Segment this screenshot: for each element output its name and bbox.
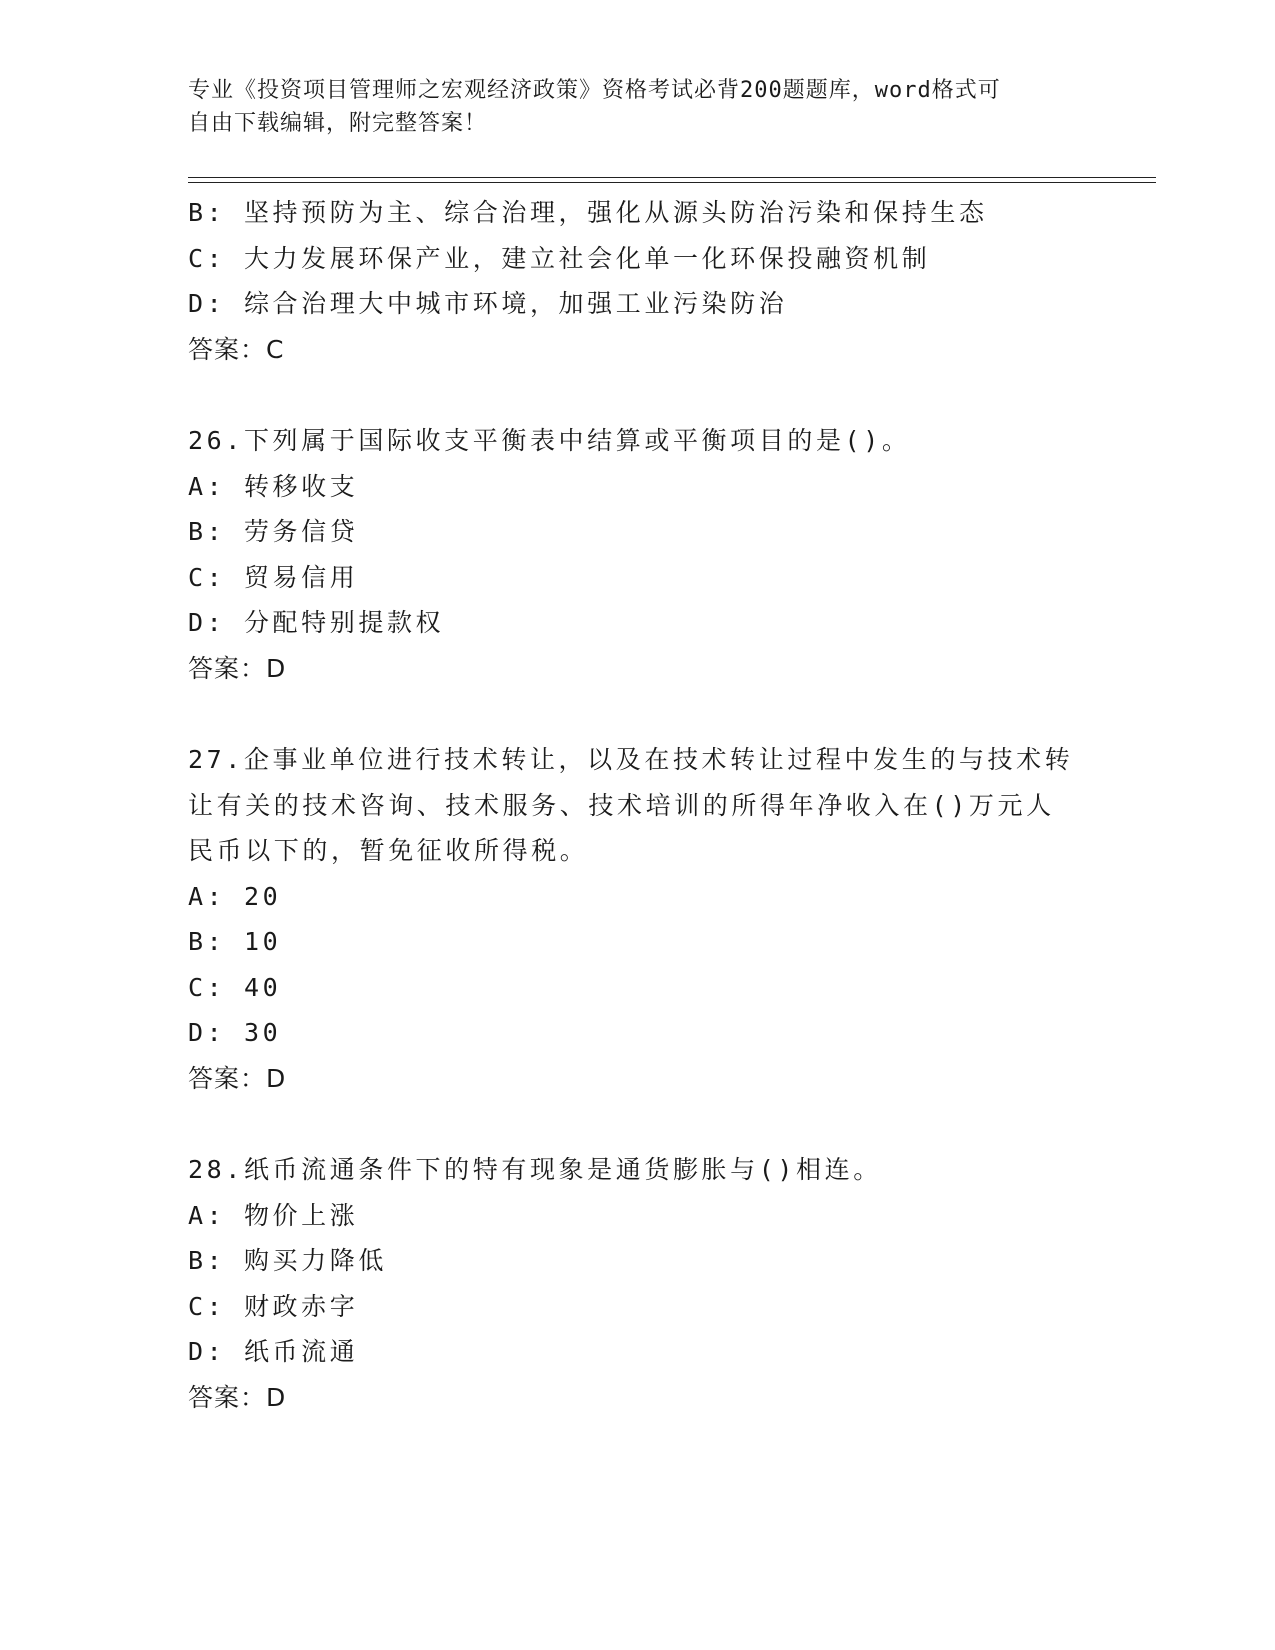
option-c: C: 大力发展环保产业，建立社会化单一化环保投融资机制 <box>188 243 931 273</box>
question-stem-line-1: 27.企事业单位进行技术转让，以及在技术转让过程中发生的与技术转 <box>188 745 1074 774</box>
header-title-line-2: 自由下载编辑，附完整答案！ <box>188 111 488 136</box>
answer-text: 答案：C <box>188 334 285 364</box>
question-block-28 <box>188 1147 1088 1420</box>
option-c: C: 财政赤字 <box>188 1291 359 1321</box>
option-c: C: 40 <box>188 972 282 1002</box>
option-b: B: 10 <box>188 927 282 956</box>
option-b: B: 购买力降低 <box>188 1246 387 1275</box>
option-d: D: 30 <box>188 1018 282 1047</box>
question-block-26 <box>188 418 1088 691</box>
answer-text: 答案：D <box>188 653 287 683</box>
answer-text: 答案：D <box>188 1382 287 1412</box>
question-block-27 <box>188 737 1088 1101</box>
option-a: A: 20 <box>188 881 282 911</box>
option-d: D: 纸币流通 <box>188 1337 359 1366</box>
option-c: C: 贸易信用 <box>188 562 359 592</box>
spacer <box>188 691 1088 737</box>
question-list <box>188 190 1088 1420</box>
question-block-25 <box>188 190 1088 372</box>
question-stem: 26.下列属于国际收支平衡表中结算或平衡项目的是()。 <box>188 426 911 455</box>
option-d: D: 分配特别提款权 <box>188 608 445 637</box>
spacer <box>188 372 1088 418</box>
question-stem: 28.纸币流通条件下的特有现象是通货膨胀与()相连。 <box>188 1155 882 1184</box>
option-a: A: 物价上涨 <box>188 1200 359 1230</box>
header-rule-top <box>188 177 1156 178</box>
spacer <box>188 1101 1088 1147</box>
header-rule-bottom <box>188 182 1156 183</box>
option-d: D: 综合治理大中城市环境，加强工业污染防治 <box>188 289 788 318</box>
answer-text: 答案：D <box>188 1063 287 1093</box>
question-stem-line-3: 民币以下的，暂免征收所得税。 <box>188 836 589 865</box>
document-header <box>188 74 1068 140</box>
option-b: B: 劳务信贷 <box>188 517 359 546</box>
option-b: B: 坚持预防为主、综合治理，强化从源头防治污染和保持生态 <box>188 198 988 227</box>
question-stem-line-2: 让有关的技术咨询、技术服务、技术培训的所得年净收入在()万元人 <box>188 790 1055 820</box>
header-title-line-1: 专业《投资项目管理师之宏观经济政策》资格考试必背200题题库，word格式可 <box>188 78 1001 103</box>
option-a: A: 转移收支 <box>188 471 359 501</box>
